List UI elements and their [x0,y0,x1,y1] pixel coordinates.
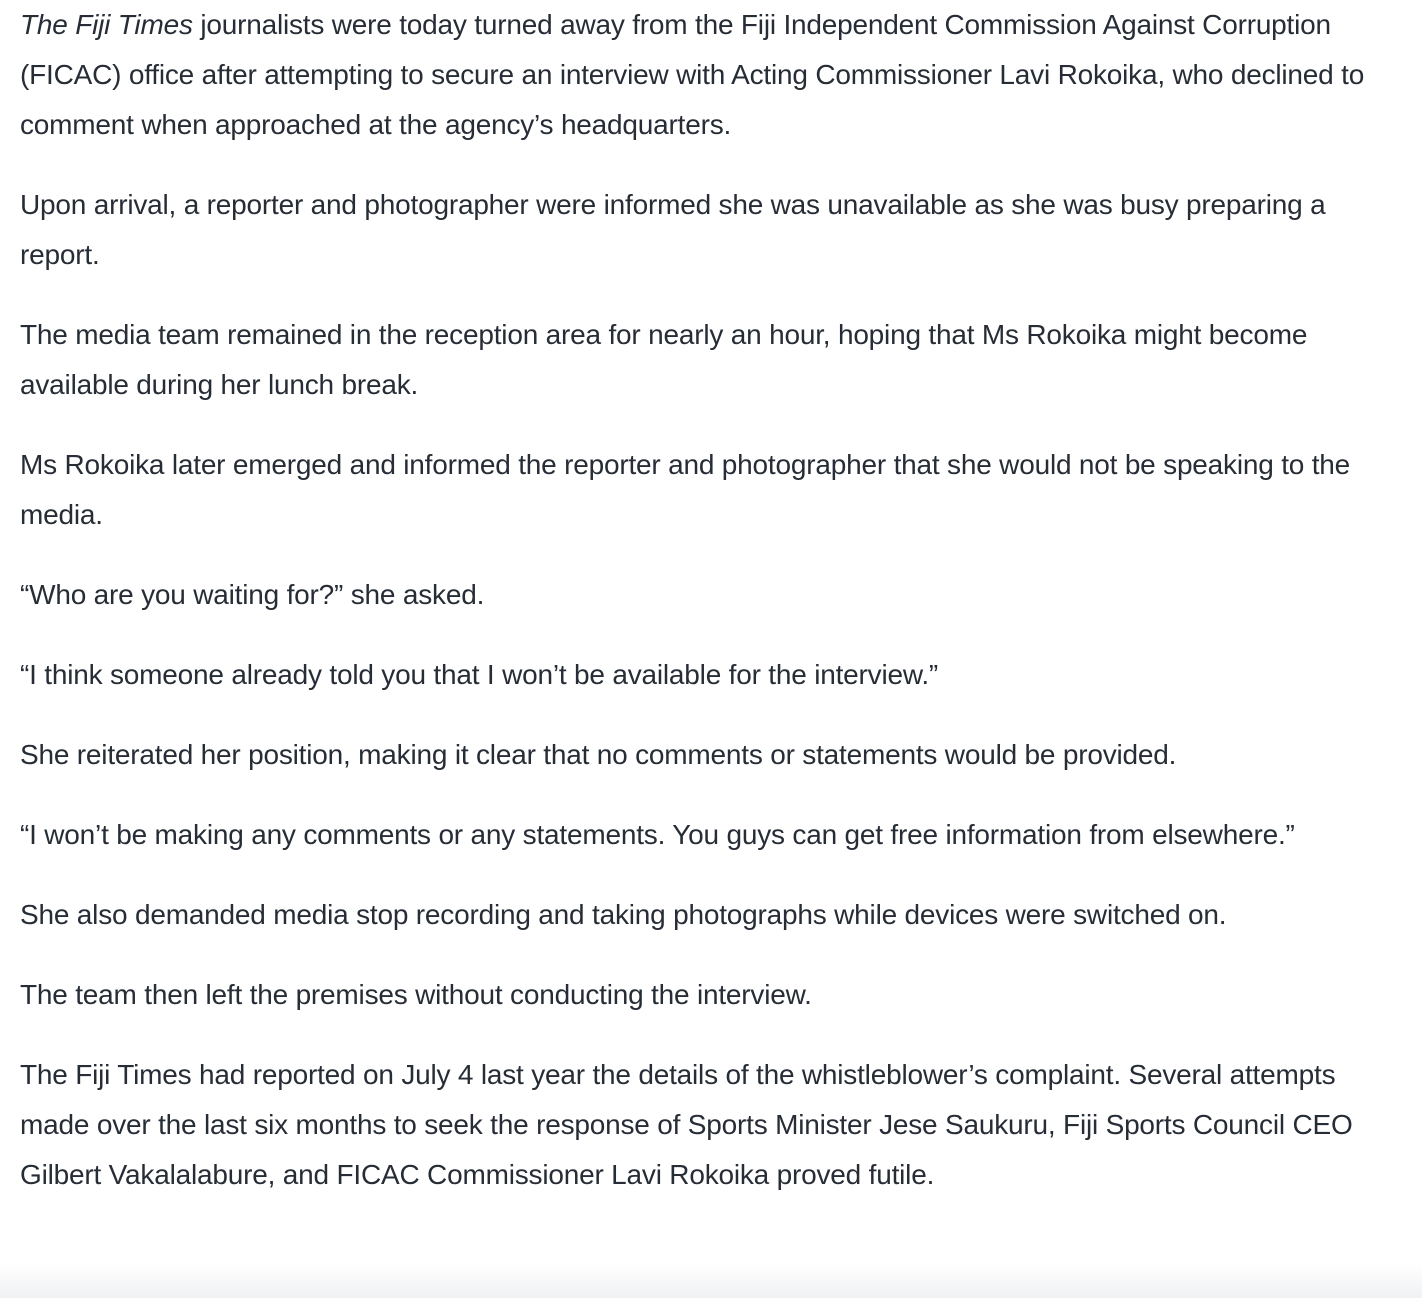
paragraph-text: “I won’t be making any comments or any statements. You guys can get free information from elsewhere.” [20,819,1295,850]
paragraph-quote [20,570,1402,620]
paragraph-text: The media team remained in the reception area for nearly an hour, hoping that Ms Rokoika might become available during her lunch break. [20,319,1308,400]
paragraph-text: She reiterated her position, making it clear that no comments or statements would be provided. [20,739,1177,770]
paragraph-quote [20,650,1402,700]
paragraph-text: She also demanded media stop recording and taking photographs while devices were switched on. [20,899,1227,930]
paragraph-lede [20,0,1402,150]
paragraph-text: Upon arrival, a reporter and photographer were informed she was unavailable as she was busy preparing a report. [20,189,1326,270]
paragraph [20,440,1402,540]
paragraph-text: Ms Rokoika later emerged and informed the reporter and photographer that she would not be speaking to the media. [20,449,1351,530]
publication-name: The Fiji Times [20,9,193,40]
bottom-fade-gradient [0,1264,1422,1298]
paragraph [20,1050,1402,1200]
paragraph [20,180,1402,280]
paragraph [20,970,1402,1020]
paragraph-text: “Who are you waiting for?” she asked. [20,579,485,610]
paragraph-text: The team then left the premises without conducting the interview. [20,979,812,1010]
paragraph [20,730,1402,780]
paragraph [20,890,1402,940]
paragraph-text: “I think someone already told you that I won’t be available for the interview.” [20,659,939,690]
paragraph-text: The Fiji Times had reported on July 4 last year the details of the whistleblower’s complaint. Several attempts made over the last six months to seek the response of Sports Minister Jese Saukuru, Fiji Sports Council CEO Gilbert Vakalalabure, and FICAC Commissioner Lavi Rokoika proved futile. [20,1059,1353,1190]
paragraph [20,310,1402,410]
paragraph-text: journalists were today turned away from the Fiji Independent Commission Against Corruption (FICAC) office after attempting to secure an interview with Acting Commissioner Lavi Rokoika, who declined to comment when approached at the agency’s headquarters. [20,9,1365,140]
paragraph-quote [20,810,1402,860]
